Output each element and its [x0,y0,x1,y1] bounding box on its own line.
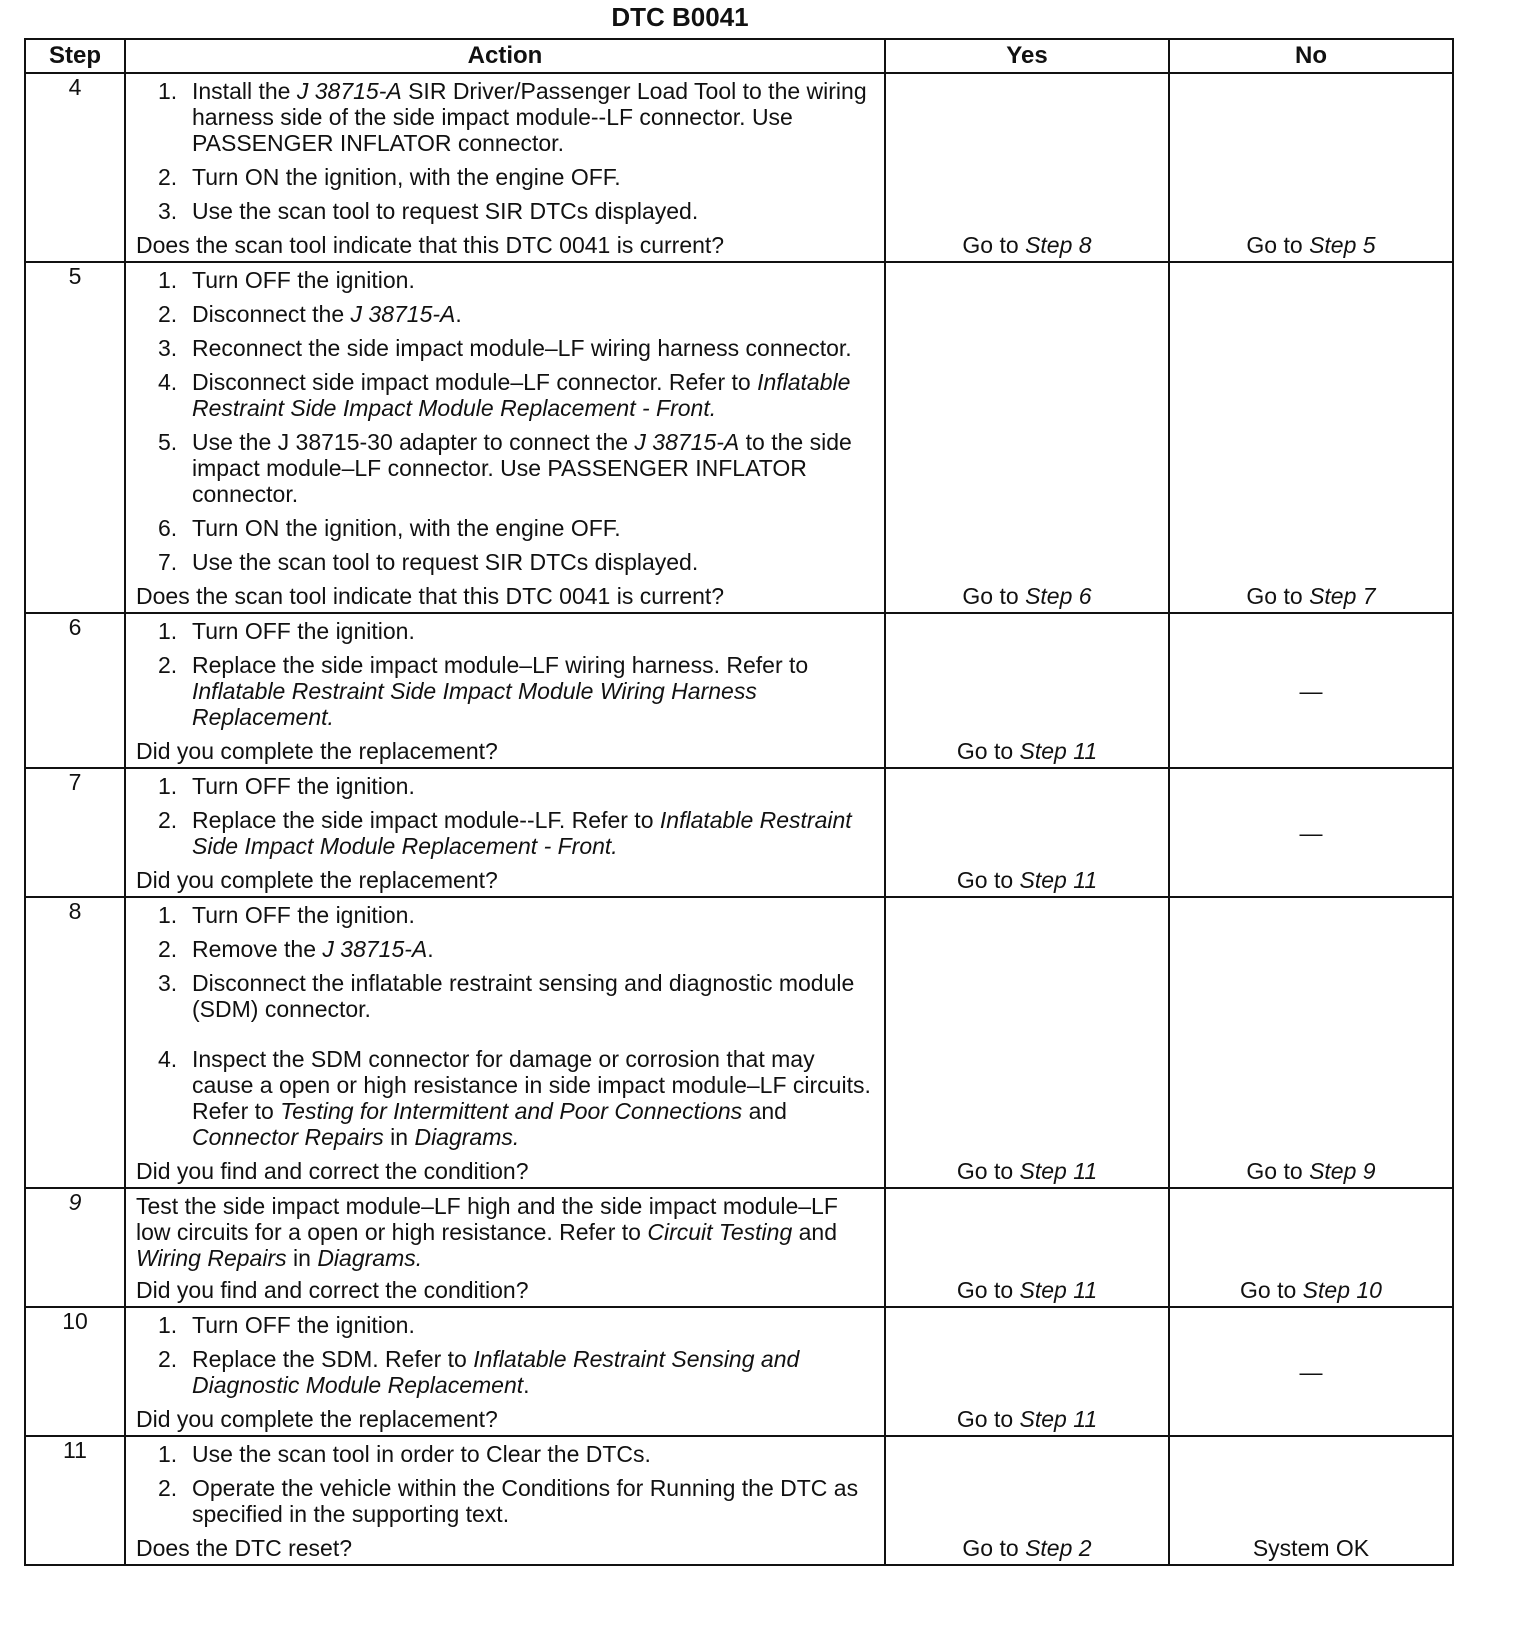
yes-result [886,867,1168,893]
no-result [1170,1158,1452,1184]
text-segment: Turn ON the ignition, with the engine OFF. [192,164,621,190]
instruction-number: 2. [158,1475,178,1501]
reference-text: Connector Repairs [192,1124,384,1150]
reference-text: Circuit Testing [647,1219,793,1245]
text-segment: Turn OFF the ignition. [192,1312,415,1338]
action-cell [125,262,885,613]
goto-prefix: Go to [962,232,1026,258]
yes-result [886,1535,1168,1561]
goto-step-link: Step 2 [1025,1535,1092,1561]
text-segment: Turn OFF the ignition. [192,902,415,928]
question-text: Did you complete the replacement? [136,867,498,893]
text-segment: . [427,936,434,962]
action-cell [125,897,885,1188]
table-body [25,73,1453,1565]
reference-text: Wiring Repairs [136,1245,287,1271]
page-title: DTC B0041 [611,2,749,32]
text-segment: to the side impact module–LF connector. Use PASSENGER INFLATOR connector. [192,429,852,507]
action-cell [125,613,885,768]
step-number: 8 [25,897,125,1188]
yes-result [886,1277,1168,1303]
no-cell [1169,262,1453,613]
instruction-item [136,902,876,928]
question-text: Did you complete the replacement? [136,738,498,764]
instruction-number: 2. [158,164,178,190]
instruction-number: 2. [158,652,178,678]
goto-step-link: Step 11 [1019,1406,1098,1432]
instruction-number: 3. [158,970,178,996]
no-cell [1169,1436,1453,1565]
goto-step-link: Step 9 [1309,1158,1376,1184]
step-number: 5 [25,262,125,613]
table-row [25,1307,1453,1436]
goto-prefix: Go to [1246,232,1310,258]
text-segment: in [383,1124,415,1150]
reference-text: J 38715-A [350,301,456,327]
goto-prefix: Go to [956,1277,1020,1303]
goto-prefix: Go to [1240,1277,1303,1303]
instruction-item [136,1046,876,1150]
table-row [25,1436,1453,1565]
action-content [126,1189,884,1306]
goto-step-link: Step 8 [1025,232,1092,258]
text-segment: Reconnect the side impact module–LF wiring harness connector. [192,335,852,361]
question-text: Did you find and correct the condition? [136,1158,529,1184]
goto-step-link: Step 10 [1302,1277,1382,1303]
instruction-number: 3. [158,198,178,224]
table-row [25,1188,1453,1307]
instruction-item [136,301,876,327]
instruction-number: 1. [158,618,178,644]
instruction-number: 6. [158,515,178,541]
header-step: Step [25,39,125,73]
goto-step-link: Step 7 [1309,583,1376,609]
question-text: Did you complete the replacement? [136,1406,498,1432]
no-result [1170,232,1452,258]
step-number: 10 [25,1307,125,1436]
text-segment: Install the [192,78,297,104]
instruction-item [136,198,876,224]
text-segment: Replace the side impact module--LF. Refer to [192,807,660,833]
reference-text: J 38715-A [634,429,740,455]
instruction-list [136,267,876,575]
no-result-dash: — [1299,819,1323,846]
reference-text: Inflatable Restraint Side Impact Module Replacement - Front. [192,807,852,859]
text-segment: Test the side impact module–LF high and the side impact module–LF low circuits for a open or high resistance. Refer to [136,1193,838,1245]
yes-cell [885,262,1169,613]
text-segment: . [455,301,462,327]
instruction-item [136,970,876,1022]
instruction-number: 1. [158,267,178,293]
yes-cell [885,1188,1169,1307]
instruction-number: 2. [158,807,178,833]
action-content [126,1308,884,1435]
action-content [126,898,884,1187]
table-row [25,262,1453,613]
dtc-table [24,38,1454,1566]
yes-cell [885,73,1169,262]
goto-prefix: Go to [956,738,1020,764]
instruction-number: 4. [158,369,178,395]
text-segment: Use the scan tool in order to Clear the DTCs. [192,1441,651,1467]
instruction-item [136,335,876,361]
text-segment: Use the scan tool to request SIR DTCs displayed. [192,198,699,224]
table-row [25,768,1453,897]
instruction-list [136,902,876,1150]
no-result [1170,1277,1452,1303]
yes-cell [885,1307,1169,1436]
instruction-number: 2. [158,936,178,962]
reference-text: J 38715-A [322,936,428,962]
instruction-item [136,78,876,156]
instruction-number: 2. [158,301,178,327]
instruction-list [136,78,876,224]
text-segment: Operate the vehicle within the Conditions for Running the DTC as specified in the supporting text. [192,1475,859,1527]
yes-cell [885,897,1169,1188]
goto-step-link: Step 11 [1019,867,1098,893]
no-result: System OK [1252,1535,1370,1561]
text-segment: Turn OFF the ignition. [192,267,415,293]
text-segment: Disconnect the [192,301,351,327]
no-cell [1169,613,1453,768]
instruction-list [136,1441,876,1527]
instruction-item [136,369,876,421]
no-cell [1169,1307,1453,1436]
instruction-item [136,549,876,575]
no-cell [1169,897,1453,1188]
instruction-number: 1. [158,1312,178,1338]
reference-text: Diagrams. [317,1245,423,1271]
text-segment: in [286,1245,318,1271]
yes-result [886,1158,1168,1184]
instruction-paragraph [136,1193,876,1271]
question-text: Does the scan tool indicate that this DTC 0041 is current? [136,232,725,258]
step-number: 7 [25,768,125,897]
table-row [25,897,1453,1188]
instruction-item [136,515,876,541]
action-cell [125,1307,885,1436]
reference-text: Inflatable Restraint Side Impact Module Wiring Harness Replacement. [192,678,757,730]
text-segment: Inspect the SDM connector for damage or corrosion that may cause a open or high resistance in side impact module–LF circuits. Refer to [192,1046,871,1124]
goto-prefix: Go to [956,1158,1020,1184]
instruction-number: 2. [158,1346,178,1372]
yes-result [886,1406,1168,1432]
instruction-item [136,618,876,644]
reference-text: Diagrams. [414,1124,520,1150]
no-result-dash: — [1299,1358,1323,1385]
step-number: 6 [25,613,125,768]
action-cell [125,1436,885,1565]
reference-text: Inflatable Restraint Sensing and Diagnostic Module Replacement [192,1346,800,1398]
no-cell [1169,73,1453,262]
text-segment: Turn OFF the ignition. [192,773,415,799]
goto-prefix: Go to [1246,583,1310,609]
text-segment: and [792,1219,837,1245]
goto-step-link: Step 5 [1309,232,1376,258]
step-number: 4 [25,73,125,262]
instruction-number: 5. [158,429,178,455]
text-segment: Disconnect side impact module–LF connector. Refer to [192,369,758,395]
yes-result [886,583,1168,609]
no-result [1170,583,1452,609]
step-number: 11 [25,1436,125,1565]
action-cell [125,73,885,262]
text-segment: Use the scan tool to request SIR DTCs displayed. [192,549,699,575]
action-cell [125,768,885,897]
no-cell [1169,768,1453,897]
yes-cell [885,613,1169,768]
instruction-list [136,1312,876,1398]
action-cell [125,1188,885,1307]
goto-prefix: Go to [962,583,1026,609]
instruction-item [136,164,876,190]
instruction-number: 1. [158,773,178,799]
instruction-number: 1. [158,1441,178,1467]
yes-cell [885,768,1169,897]
header-no: No [1169,39,1453,73]
reference-text: Inflatable Restraint Side Impact Module Replacement - Front. [192,369,851,421]
text-segment: Disconnect the inflatable restraint sensing and diagnostic module (SDM) connector. [192,970,855,1022]
header-yes: Yes [885,39,1169,73]
reference-text: J 38715-A [296,78,402,104]
goto-prefix: Go to [956,867,1020,893]
yes-result [886,738,1168,764]
yes-cell [885,1436,1169,1565]
text-segment: Replace the side impact module–LF wiring harness. Refer to [192,652,809,678]
instruction-item [136,1346,876,1398]
instruction-list [136,773,876,859]
instruction-item [136,429,876,507]
instruction-number: 1. [158,902,178,928]
instruction-item [136,1441,876,1467]
action-content [126,74,884,261]
instruction-list [136,618,876,730]
table-header-row [25,39,1453,73]
instruction-number: 1. [158,78,178,104]
step-number: 9 [25,1188,125,1307]
question-text: Did you find and correct the condition? [136,1277,529,1303]
text-segment: . [523,1372,530,1398]
goto-step-link: Step 11 [1019,1158,1098,1184]
no-cell [1169,1188,1453,1307]
instruction-item [136,936,876,962]
table-row [25,613,1453,768]
question-text: Does the scan tool indicate that this DTC 0041 is current? [136,583,725,609]
instruction-item [136,807,876,859]
instruction-item [136,1475,876,1527]
goto-prefix: Go to [962,1535,1026,1561]
text-segment: Remove the [192,936,323,962]
no-result-dash: — [1299,677,1323,704]
action-content [126,769,884,896]
text-segment: SIR Driver/Passenger Load Tool to the wiring harness side of the side impact module--LF connector. Use PASSENGER INFLATOR connector. [192,78,867,156]
instruction-number: 7. [158,549,178,575]
text-segment: Use the J 38715-30 adapter to connect the [192,429,635,455]
question-text: Does the DTC reset? [136,1535,353,1561]
goto-step-link: Step 11 [1019,1277,1098,1303]
text-segment: and [742,1098,787,1124]
action-content [126,1437,884,1564]
text-segment: Turn OFF the ignition. [192,618,415,644]
action-content [126,614,884,767]
reference-text: Testing for Intermittent and Poor Connections [280,1098,743,1124]
table-row [25,73,1453,262]
text-segment: Turn ON the ignition, with the engine OFF. [192,515,621,541]
yes-result [886,232,1168,258]
text-segment: Replace the SDM. Refer to [192,1346,474,1372]
instruction-item [136,1312,876,1338]
goto-step-link: Step 11 [1019,738,1098,764]
instruction-number: 4. [158,1046,178,1072]
header-action: Action [125,39,885,73]
instruction-item [136,267,876,293]
goto-prefix: Go to [956,1406,1020,1432]
action-content [126,263,884,612]
goto-prefix: Go to [1246,1158,1310,1184]
instruction-item [136,773,876,799]
instruction-item [136,652,876,730]
goto-step-link: Step 6 [1025,583,1092,609]
instruction-number: 3. [158,335,178,361]
